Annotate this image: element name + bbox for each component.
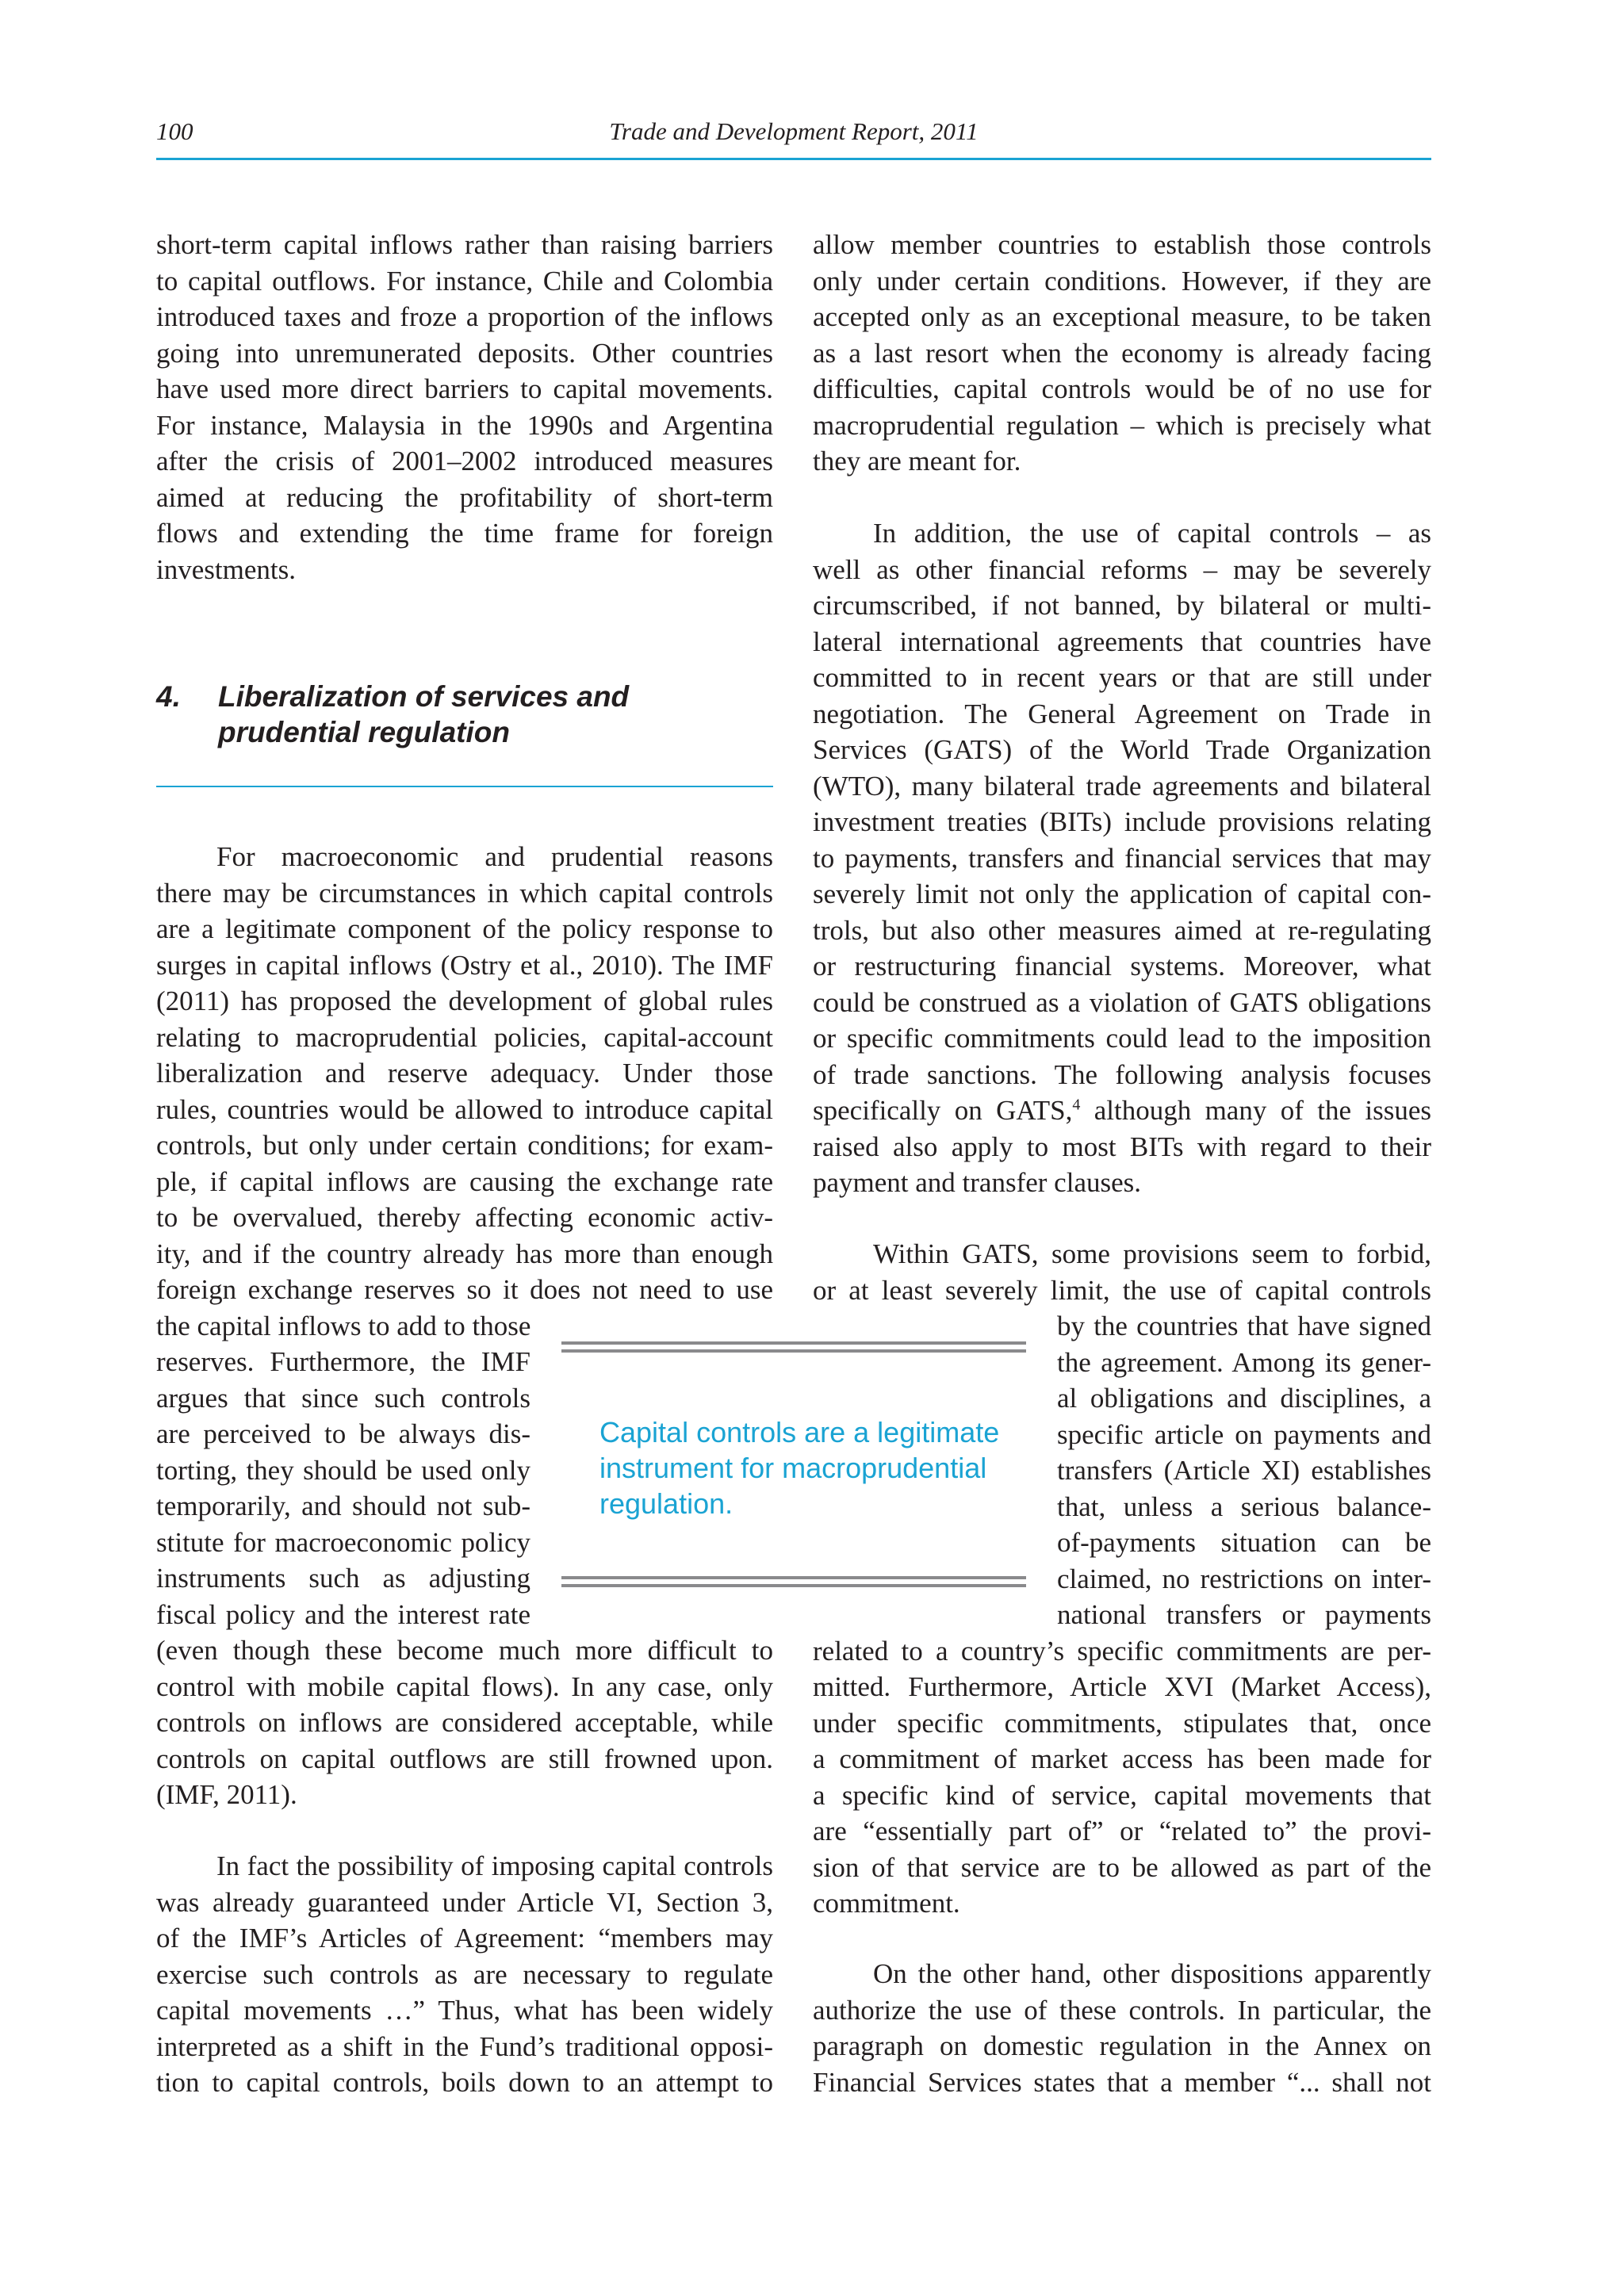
pull-quote-rule-bottom	[561, 1576, 1026, 1579]
text-line: paragraph on domestic regulation in the Annex on	[813, 2030, 1431, 2061]
text-line: flows and extending the time frame for foreign	[156, 518, 773, 549]
text-line: related to a country’s specific commitments are per-	[813, 1635, 1431, 1667]
text-line: are “essentially part of” or “related to” the provi-	[813, 1816, 1431, 1846]
text-line: short-term capital inflows rather than raising barriers	[156, 229, 773, 260]
text-line: after the crisis of 2001–2002 introduced measures	[156, 446, 773, 476]
pull-quote-text: Capital controls are a legitimate instrument for macroprudential regulation.	[599, 1416, 1000, 1520]
text-line: negotiation. The General Agreement on Trade in	[813, 698, 1431, 729]
running-head	[156, 112, 1431, 151]
text-line: For instance, Malaysia in the 1990s and Argentina	[156, 409, 773, 441]
text-line: Services (GATS) of the World Trade Organization	[813, 734, 1431, 765]
text-line: they are meant for.	[813, 446, 1021, 476]
text-line: raised also apply to most BITs with regard to their	[813, 1131, 1431, 1162]
text-line: mitted. Furthermore, Article XVI (Market Access),	[813, 1671, 1431, 1702]
text-line: trols, but also other measures aimed at re-regulating	[813, 914, 1431, 946]
text-line: foreign exchange reserves so it does not need to use	[156, 1274, 773, 1305]
pull-quote-rule-top-2	[561, 1349, 1026, 1353]
text-line: tion to capital controls, boils down to an attempt to	[156, 2067, 773, 2098]
right-paragraph-1	[813, 227, 1431, 480]
text-line: a specific kind of service, capital movements that	[813, 1779, 1431, 1811]
text-line: In addition, the use of capital controls – as	[873, 518, 1431, 549]
text-line: going into unremunerated deposits. Other countries	[156, 337, 773, 369]
text-line: are perceived to be always dis-	[156, 1418, 530, 1449]
text-line: Within GATS, some provisions seem to forbid,	[873, 1238, 1431, 1269]
text-line: a commitment of market access has been made for	[813, 1743, 1431, 1774]
text-line: al obligations and disciplines, a	[1057, 1383, 1431, 1414]
right-paragraph-2	[813, 515, 1431, 1201]
text-line: difficulties, capital controls would be of no use for	[813, 373, 1431, 404]
text-line: well as other financial reforms – may be severely	[813, 553, 1431, 585]
text-line: sion of that service are to be allowed as part of the	[813, 1851, 1431, 1883]
text-line: to be overvalued, thereby affecting economic activ-	[156, 1202, 773, 1233]
text-line: claimed, no restrictions on inter-	[1057, 1563, 1431, 1594]
text-line: circumscribed, if not banned, by bilateral or multi-	[813, 590, 1431, 621]
text-line: there may be circumstances in which capital controls	[156, 877, 773, 909]
section-rule	[156, 786, 773, 787]
text-line: On the other hand, other dispositions apparently	[873, 1958, 1431, 1989]
text-line: severely limit not only the application of capital con-	[813, 878, 1431, 909]
text-line: could be construed as a violation of GATS obligations	[813, 986, 1431, 1018]
text-line: commitment.	[813, 1888, 960, 1919]
text-line: relating to macroprudential policies, capital-account	[156, 1021, 773, 1053]
text-line: by the countries that have signed	[1057, 1311, 1431, 1341]
text-line: accepted only as an exceptional measure, to be taken	[813, 301, 1431, 332]
text-line: authorize the use of these controls. In particular, the	[813, 1994, 1431, 2026]
left-paragraph-3	[156, 1848, 773, 2101]
text-line: (WTO), many bilateral trade agreements and bilateral	[813, 770, 1431, 802]
text-line: national transfers or payments	[1057, 1599, 1431, 1630]
text-line: reserves. Furthermore, the IMF	[156, 1346, 530, 1377]
text-line: fiscal policy and the interest rate	[156, 1598, 530, 1630]
pull-quote-rule-top	[561, 1341, 1026, 1345]
text-line: have used more direct barriers to capital movements.	[156, 373, 773, 404]
text-line: to capital outflows. For instance, Chile and Colombia	[156, 265, 773, 297]
text-line: temporarily, and should not sub-	[156, 1490, 530, 1521]
section-title: Liberalization of services and prudential regulation	[218, 680, 630, 748]
text-line: ple, if capital inflows are causing the exchange rate	[156, 1165, 773, 1197]
text-line: or specific commitments could lead to the imposition	[813, 1023, 1431, 1054]
page-number: 100	[156, 117, 193, 145]
text-line: investment treaties (BITs) include provisions relating	[813, 806, 1431, 837]
text-line: torting, they should be used only	[156, 1454, 530, 1486]
text-line: (even though these become much more difficult to	[156, 1635, 773, 1666]
gats-text-cont: although many of the issues	[1080, 1095, 1432, 1126]
text-line: allow member countries to establish those controls	[813, 229, 1431, 260]
text-line: was already guaranteed under Article VI, Section 3,	[156, 1886, 773, 1918]
text-line: instruments such as adjusting	[156, 1563, 530, 1594]
text-line: exercise such controls as are necessary to regulate	[156, 1958, 773, 1990]
left-paragraph-2	[156, 839, 773, 1813]
text-line: (2011) has proposed the development of global rules	[156, 985, 773, 1016]
text-line: the agreement. Among its gener-	[1057, 1346, 1431, 1378]
text-line: of trade sanctions. The following analysis focuses	[813, 1058, 1431, 1090]
text-line: rules, countries would be allowed to introduce capital	[156, 1093, 773, 1125]
text-line: controls, but only under certain conditions; for exam-	[156, 1130, 773, 1161]
text-line: only under certain conditions. However, if they are	[813, 265, 1431, 297]
text-line: controls on inflows are considered acceptable, while	[156, 1707, 773, 1738]
text-line: or at least severely limit, the use of capital controls	[813, 1274, 1431, 1306]
text-line: macroprudential regulation – which is precisely what	[813, 409, 1431, 441]
text-line: In fact the possibility of imposing capital controls	[216, 1850, 773, 1881]
text-line: or restructuring financial systems. Moreover, what	[813, 951, 1431, 982]
text-line: transfers (Article XI) establishes	[1057, 1455, 1431, 1486]
header-rule	[156, 158, 1431, 160]
text-line: For macroeconomic and prudential reasons	[216, 841, 773, 872]
footnote-ref[interactable]: 4	[1072, 1096, 1081, 1114]
text-line: stitute for macroeconomic policy	[156, 1526, 530, 1558]
report-title: Trade and Development Report, 2011	[609, 117, 979, 145]
left-paragraph-1	[156, 227, 773, 587]
text-line: ity, and if the country already has more than enough	[156, 1238, 773, 1269]
text-line: controls on capital outflows are still frowned upon.	[156, 1743, 773, 1774]
text-line: lateral international agreements that countries have	[813, 626, 1431, 657]
text-line: liberalization and reserve adequacy. Under those	[156, 1058, 773, 1089]
text-line: specific article on payments and	[1057, 1418, 1431, 1450]
text-line: argues that since such controls	[156, 1382, 530, 1414]
text-line: surges in capital inflows (Ostry et al., 2010). The IMF	[156, 949, 773, 981]
text-line: control with mobile capital flows). In any case, only	[156, 1670, 773, 1702]
text-line: investments.	[156, 553, 296, 585]
text-line: that, unless a serious balance-	[1057, 1490, 1431, 1522]
section-number: 4.	[156, 680, 181, 713]
text-line: aimed at reducing the profitability of short-term	[156, 481, 773, 513]
text-line: capital movements …” Thus, what has been widely	[156, 1995, 773, 2026]
text-line: (IMF, 2011).	[156, 1779, 297, 1810]
pull-quote	[561, 1341, 1026, 1589]
text-line: to payments, transfers and financial services that may	[813, 842, 1431, 874]
gats-text: specifically on GATS,	[813, 1095, 1073, 1126]
text-line	[813, 1093, 1431, 1129]
text-line: are a legitimate component of the policy response to	[156, 913, 773, 944]
text-line: interpreted as a shift in the Fund’s traditional opposi-	[156, 2030, 773, 2062]
right-paragraph-4	[813, 1956, 1431, 2100]
text-line: of-payments situation can be	[1057, 1527, 1431, 1558]
text-line: under specific commitments, stipulates that, once	[813, 1707, 1431, 1739]
text-line: payment and transfer clauses.	[813, 1167, 1142, 1198]
text-line: of the IMF’s Articles of Agreement: “members may	[156, 1923, 773, 1954]
text-line: introduced taxes and froze a proportion of the inflows	[156, 301, 773, 332]
text-line: the capital inflows to add to those	[156, 1310, 531, 1341]
text-line: committed to in recent years or that are still under	[813, 662, 1431, 693]
text-line: as a last resort when the economy is already facing	[813, 337, 1431, 369]
pull-quote-rule-bottom-2	[561, 1584, 1026, 1587]
text-line: Financial Services states that a member “... shall not	[813, 2066, 1431, 2098]
